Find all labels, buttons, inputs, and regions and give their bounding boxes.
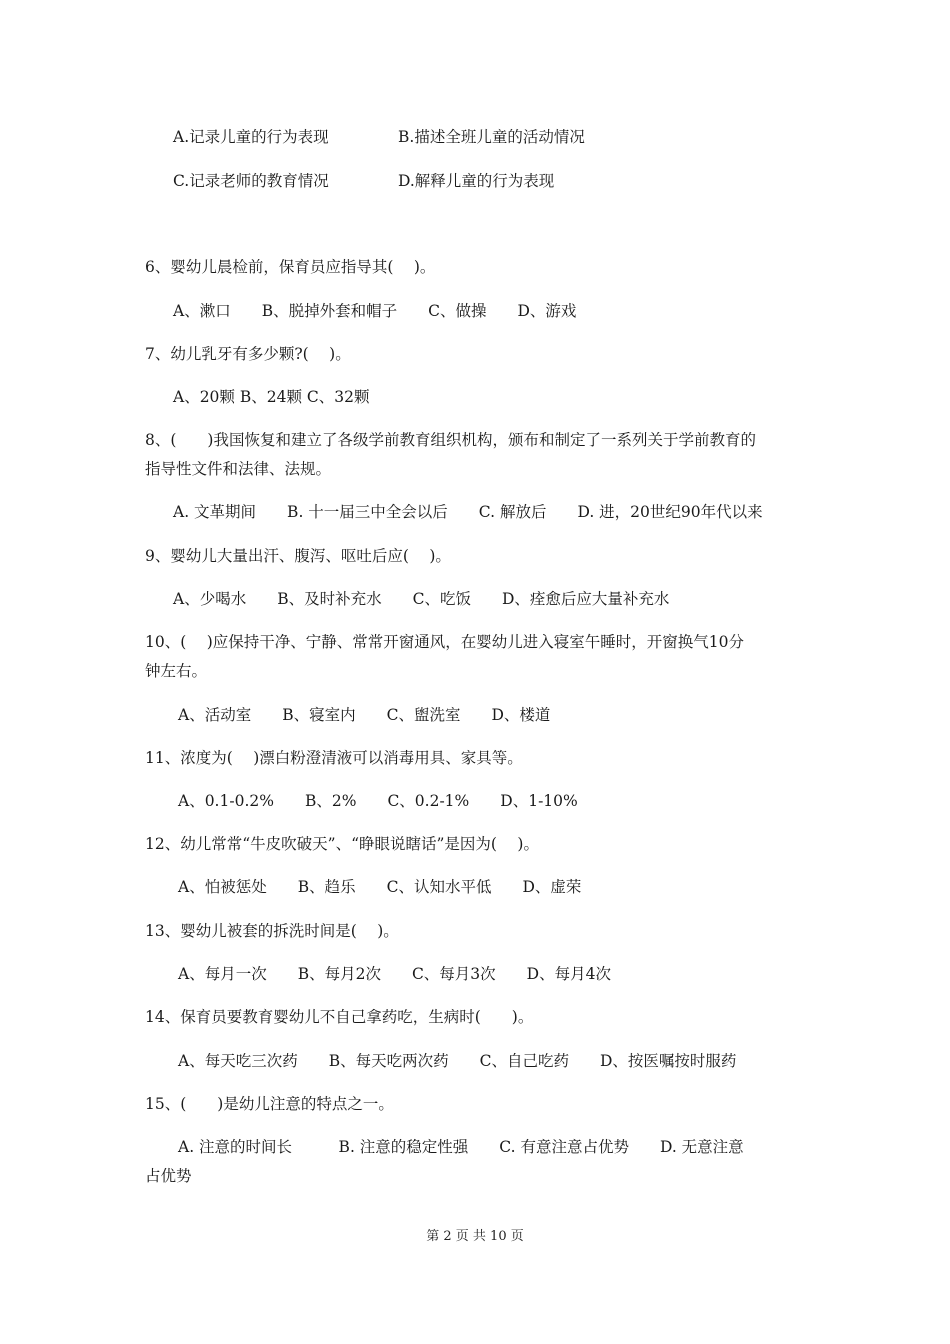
q13-options: A、每月一次 B、每月2次 C、每月3次 D、每月4次: [178, 965, 611, 983]
q10-stem-line1: 10、( )应保持干净、宁静、常常开窗通风，在婴幼儿进入寝室午睡时，开窗换气10分: [145, 633, 744, 651]
q15-options-line1: A. 注意的时间长 B. 注意的稳定性强 C. 有意注意占优势 D. 无意注意: [178, 1138, 744, 1156]
q9-stem: 9、婴幼儿大量出汗、腹泻、呕吐后应( )。: [145, 547, 451, 565]
q6-stem: 6、婴幼儿晨检前，保育员应指导其( )。: [145, 258, 436, 276]
q5-option-a: A.记录儿童的行为表现: [173, 128, 329, 146]
q5-option-b: B.描述全班儿童的活动情况: [398, 128, 585, 146]
q15-options-line2: 占优势: [145, 1167, 192, 1185]
q12-options: A、怕被惩处 B、趋乐 C、认知水平低 D、虚荣: [178, 878, 582, 896]
q5-option-d: D.解释儿童的行为表现: [398, 172, 555, 190]
q8-stem-line1: 8、( )我国恢复和建立了各级学前教育组织机构，颁布和制定了一系列关于学前教育的: [145, 431, 756, 449]
q8-stem-line2: 指导性文件和法律、法规。: [145, 460, 332, 478]
q12-stem: 12、幼儿常常“牛皮吹破天”、“睁眼说瞎话”是因为( )。: [145, 835, 539, 853]
q15-stem: 15、( )是幼儿注意的特点之一。: [145, 1095, 394, 1113]
q13-stem: 13、婴幼儿被套的拆洗时间是( )。: [145, 922, 399, 940]
q7-options: A、20颗 B、24颗 C、32颗: [173, 388, 370, 406]
q11-stem: 11、浓度为( )漂白粉澄清液可以消毒用具、家具等。: [145, 749, 523, 767]
q8-options: A. 文革期间 B. 十一届三中全会以后 C. 解放后 D. 进，20世纪90年代以来: [173, 503, 763, 521]
page-number: 第 2 页 共 10 页: [426, 1229, 524, 1244]
q9-options: A、少喝水 B、及时补充水 C、吃饭 D、痊愈后应大量补充水: [173, 590, 670, 608]
q5-option-c: C.记录老师的教育情况: [173, 172, 329, 190]
q14-stem: 14、保育员要教育婴幼儿不自己拿药吃，生病时( )。: [145, 1008, 534, 1026]
q14-options: A、每天吃三次药 B、每天吃两次药 C、自己吃药 D、按医嘱按时服药: [178, 1052, 737, 1070]
q10-stem-line2: 钟左右。: [145, 662, 208, 680]
q6-options: A、漱口 B、脱掉外套和帽子 C、做操 D、游戏: [173, 302, 577, 320]
q11-options: A、0.1-0.2% B、2% C、0.2-1% D、1-10%: [178, 792, 578, 810]
q7-stem: 7、幼儿乳牙有多少颗?( )。: [145, 345, 351, 363]
q10-options: A、活动室 B、寝室内 C、盥洗室 D、楼道: [178, 706, 551, 724]
